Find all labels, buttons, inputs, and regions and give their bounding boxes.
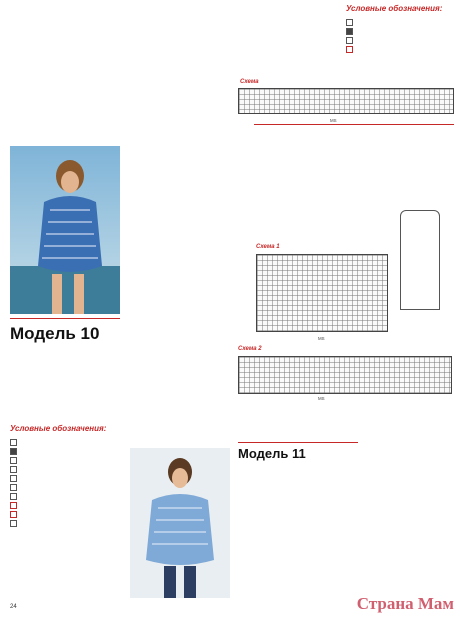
chart-ms-label: MS <box>318 336 325 341</box>
text-column-2-top <box>120 4 236 128</box>
stitch-grid <box>257 255 387 331</box>
legend-item <box>10 456 120 465</box>
chart-scheme-2-grid <box>238 356 452 394</box>
purl-symbol-icon <box>346 28 353 35</box>
legend-item <box>346 45 454 54</box>
chart-title-scheme-1: Схема 1 <box>256 244 280 250</box>
text-column-3-top <box>240 4 338 76</box>
edge-symbol-icon <box>10 457 17 464</box>
legend-item <box>10 447 120 456</box>
stitch-grid <box>239 89 453 113</box>
knit-symbol-icon <box>10 439 17 446</box>
legend-item <box>10 492 120 501</box>
legend-item <box>10 474 120 483</box>
model-photo-illustration <box>10 146 120 314</box>
model-photo-illustration <box>130 448 230 598</box>
edge-symbol-icon <box>346 37 353 44</box>
cross-right-symbol-icon <box>10 466 17 473</box>
text-column-c <box>360 146 454 204</box>
legend-left <box>10 436 120 528</box>
purl-cross-symbol-icon <box>10 484 17 491</box>
legend-heading-top: Условные обозначения: <box>346 4 443 13</box>
section-divider <box>10 318 120 319</box>
model-10-photo <box>10 146 120 314</box>
stitch-grid <box>239 357 451 393</box>
ssk-symbol-icon <box>10 511 17 518</box>
model-10-description <box>10 372 120 422</box>
repeat-marker <box>254 124 454 125</box>
legend-item <box>346 18 454 27</box>
garment-schematic <box>400 210 440 310</box>
legend-item <box>346 27 454 36</box>
legend-heading-left: Условные обозначения: <box>10 424 107 433</box>
chart-ms-label: MS <box>330 118 337 123</box>
cross-left-symbol-icon <box>10 475 17 482</box>
legend-item <box>10 483 120 492</box>
legend-item <box>10 519 120 528</box>
k2tog-symbol-icon <box>10 502 17 509</box>
k3tog-symbol-icon <box>10 520 17 527</box>
legend-item <box>10 510 120 519</box>
text-column-b <box>256 146 356 238</box>
chart-title-scheme: Схема <box>240 79 259 85</box>
site-watermark: Страна Мам <box>356 594 454 613</box>
legend-item <box>10 438 120 447</box>
model-11-photo <box>130 448 230 598</box>
section-divider <box>238 442 358 443</box>
purl-symbol-icon <box>10 448 17 455</box>
model-11-title: Модель 11 <box>238 446 306 461</box>
k2tog-symbol-icon <box>346 46 353 53</box>
legend-item <box>10 501 120 510</box>
model-10-title: Модель 10 <box>10 324 100 343</box>
chart-title-scheme-2: Схема 2 <box>238 346 262 352</box>
yarn-over-symbol-icon <box>10 493 17 500</box>
text-column-a <box>130 146 248 442</box>
chart-ms-label: MS <box>318 396 325 401</box>
text-column-1-top <box>10 4 114 144</box>
knit-symbol-icon <box>346 19 353 26</box>
legend-item <box>10 465 120 474</box>
page-number: 24 <box>10 604 17 610</box>
legend-top-right <box>346 16 454 54</box>
chart-scheme-1-grid <box>256 254 388 332</box>
chart-scheme-grid <box>238 88 454 114</box>
legend-item <box>346 36 454 45</box>
